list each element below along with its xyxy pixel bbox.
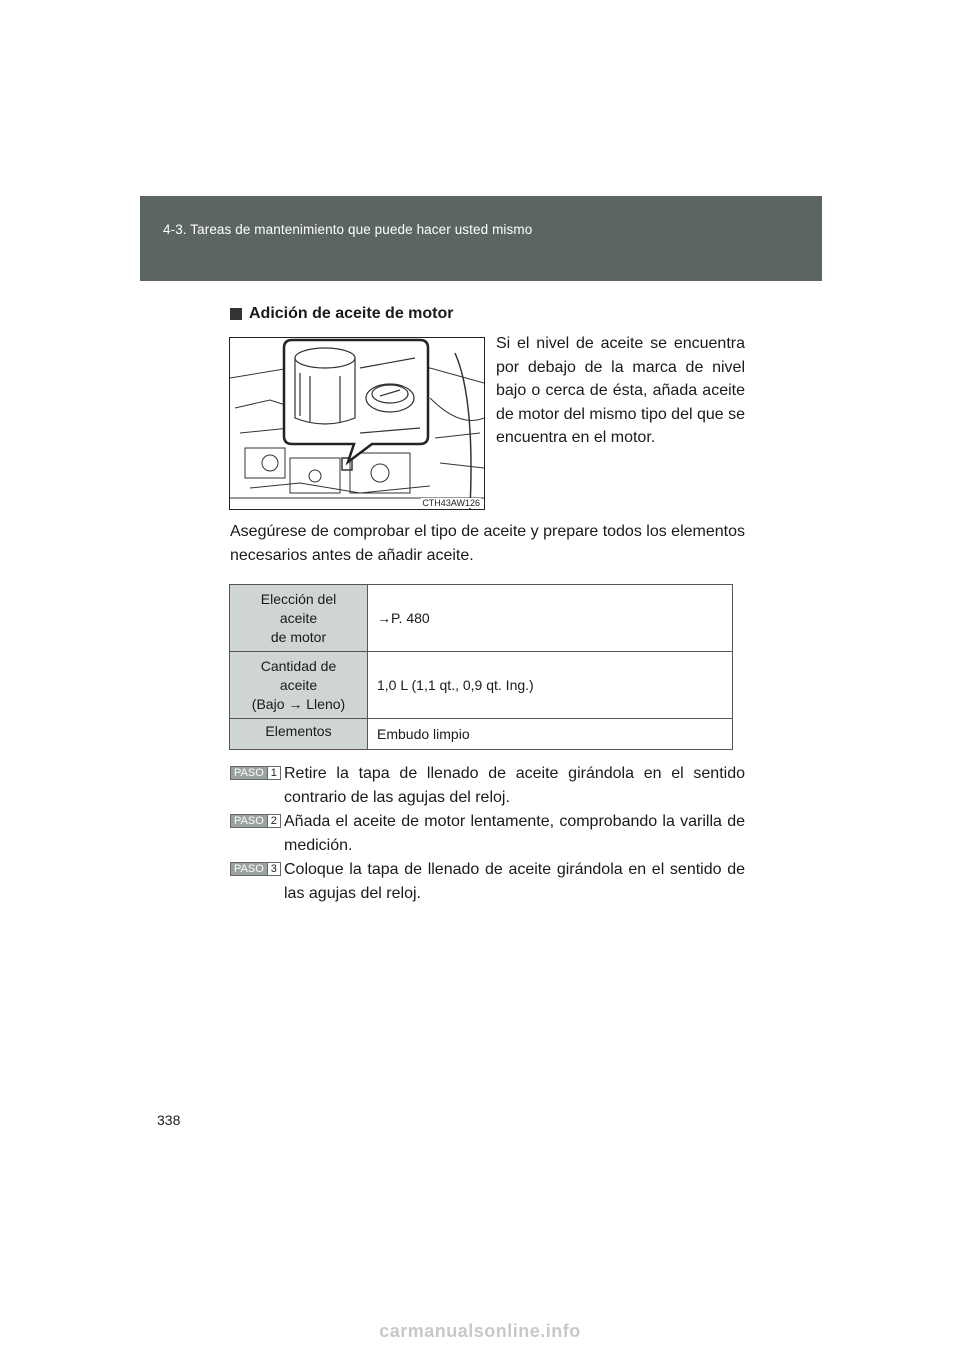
table-value-cell: →P. 480 [368,585,733,652]
preparation-note: Asegúrese de comprobar el tipo de aceite y prepare todos los elementos necesarios antes de añadir aceite. [230,523,745,564]
table-label-cell: Elementos [230,719,368,750]
step-text: Coloque la tapa de llenado de aceite girándola en el sentido de las agujas del reloj. [284,861,745,902]
table-row [230,719,733,750]
table-value-cell: Embudo limpio [368,719,733,750]
step-3 [230,858,745,905]
step-2 [230,810,745,857]
section-title: 4-3. Tareas de mantenimiento que puede hacer usted mismo [163,222,533,237]
watermark: carmanualsonline.info [379,1321,581,1341]
step-badge: PASO 2 [230,814,281,828]
table-row [230,585,733,652]
illustration-code: CTH43AW126 [422,498,480,508]
section-header-bar [140,196,822,281]
engine-bay-drawing [230,338,484,509]
step-text: Añada el aceite de motor lentamente, comprobando la varilla de medición. [284,813,745,854]
intro-paragraph: Si el nivel de aceite se encuentra por debajo de la marca de nivel bajo o cerca de ésta, añada aceite de motor del mismo tipo del que se encuentra en el motor. [496,335,746,446]
step-badge: PASO 1 [230,766,281,780]
table-row [230,652,733,719]
section-heading [230,305,453,323]
step-1 [230,762,745,809]
step-badge: PASO 3 [230,862,281,876]
page-number: 338 [157,1112,181,1128]
table-label-cell: Cantidad de aceite (Bajo → Lleno) [230,652,368,719]
step-text: Retire la tapa de llenado de aceite girándola en el sentido contrario de las agujas del reloj. [284,765,745,806]
engine-oil-cap-illustration [229,337,485,510]
table-label-cell: Elección del aceite de motor [230,585,368,652]
heading-text: Adición de aceite de motor [249,305,454,322]
oil-spec-table [229,584,733,750]
table-value-cell: 1,0 L (1,1 qt., 0,9 qt. Ing.) [368,652,733,719]
square-bullet-icon [230,308,242,320]
